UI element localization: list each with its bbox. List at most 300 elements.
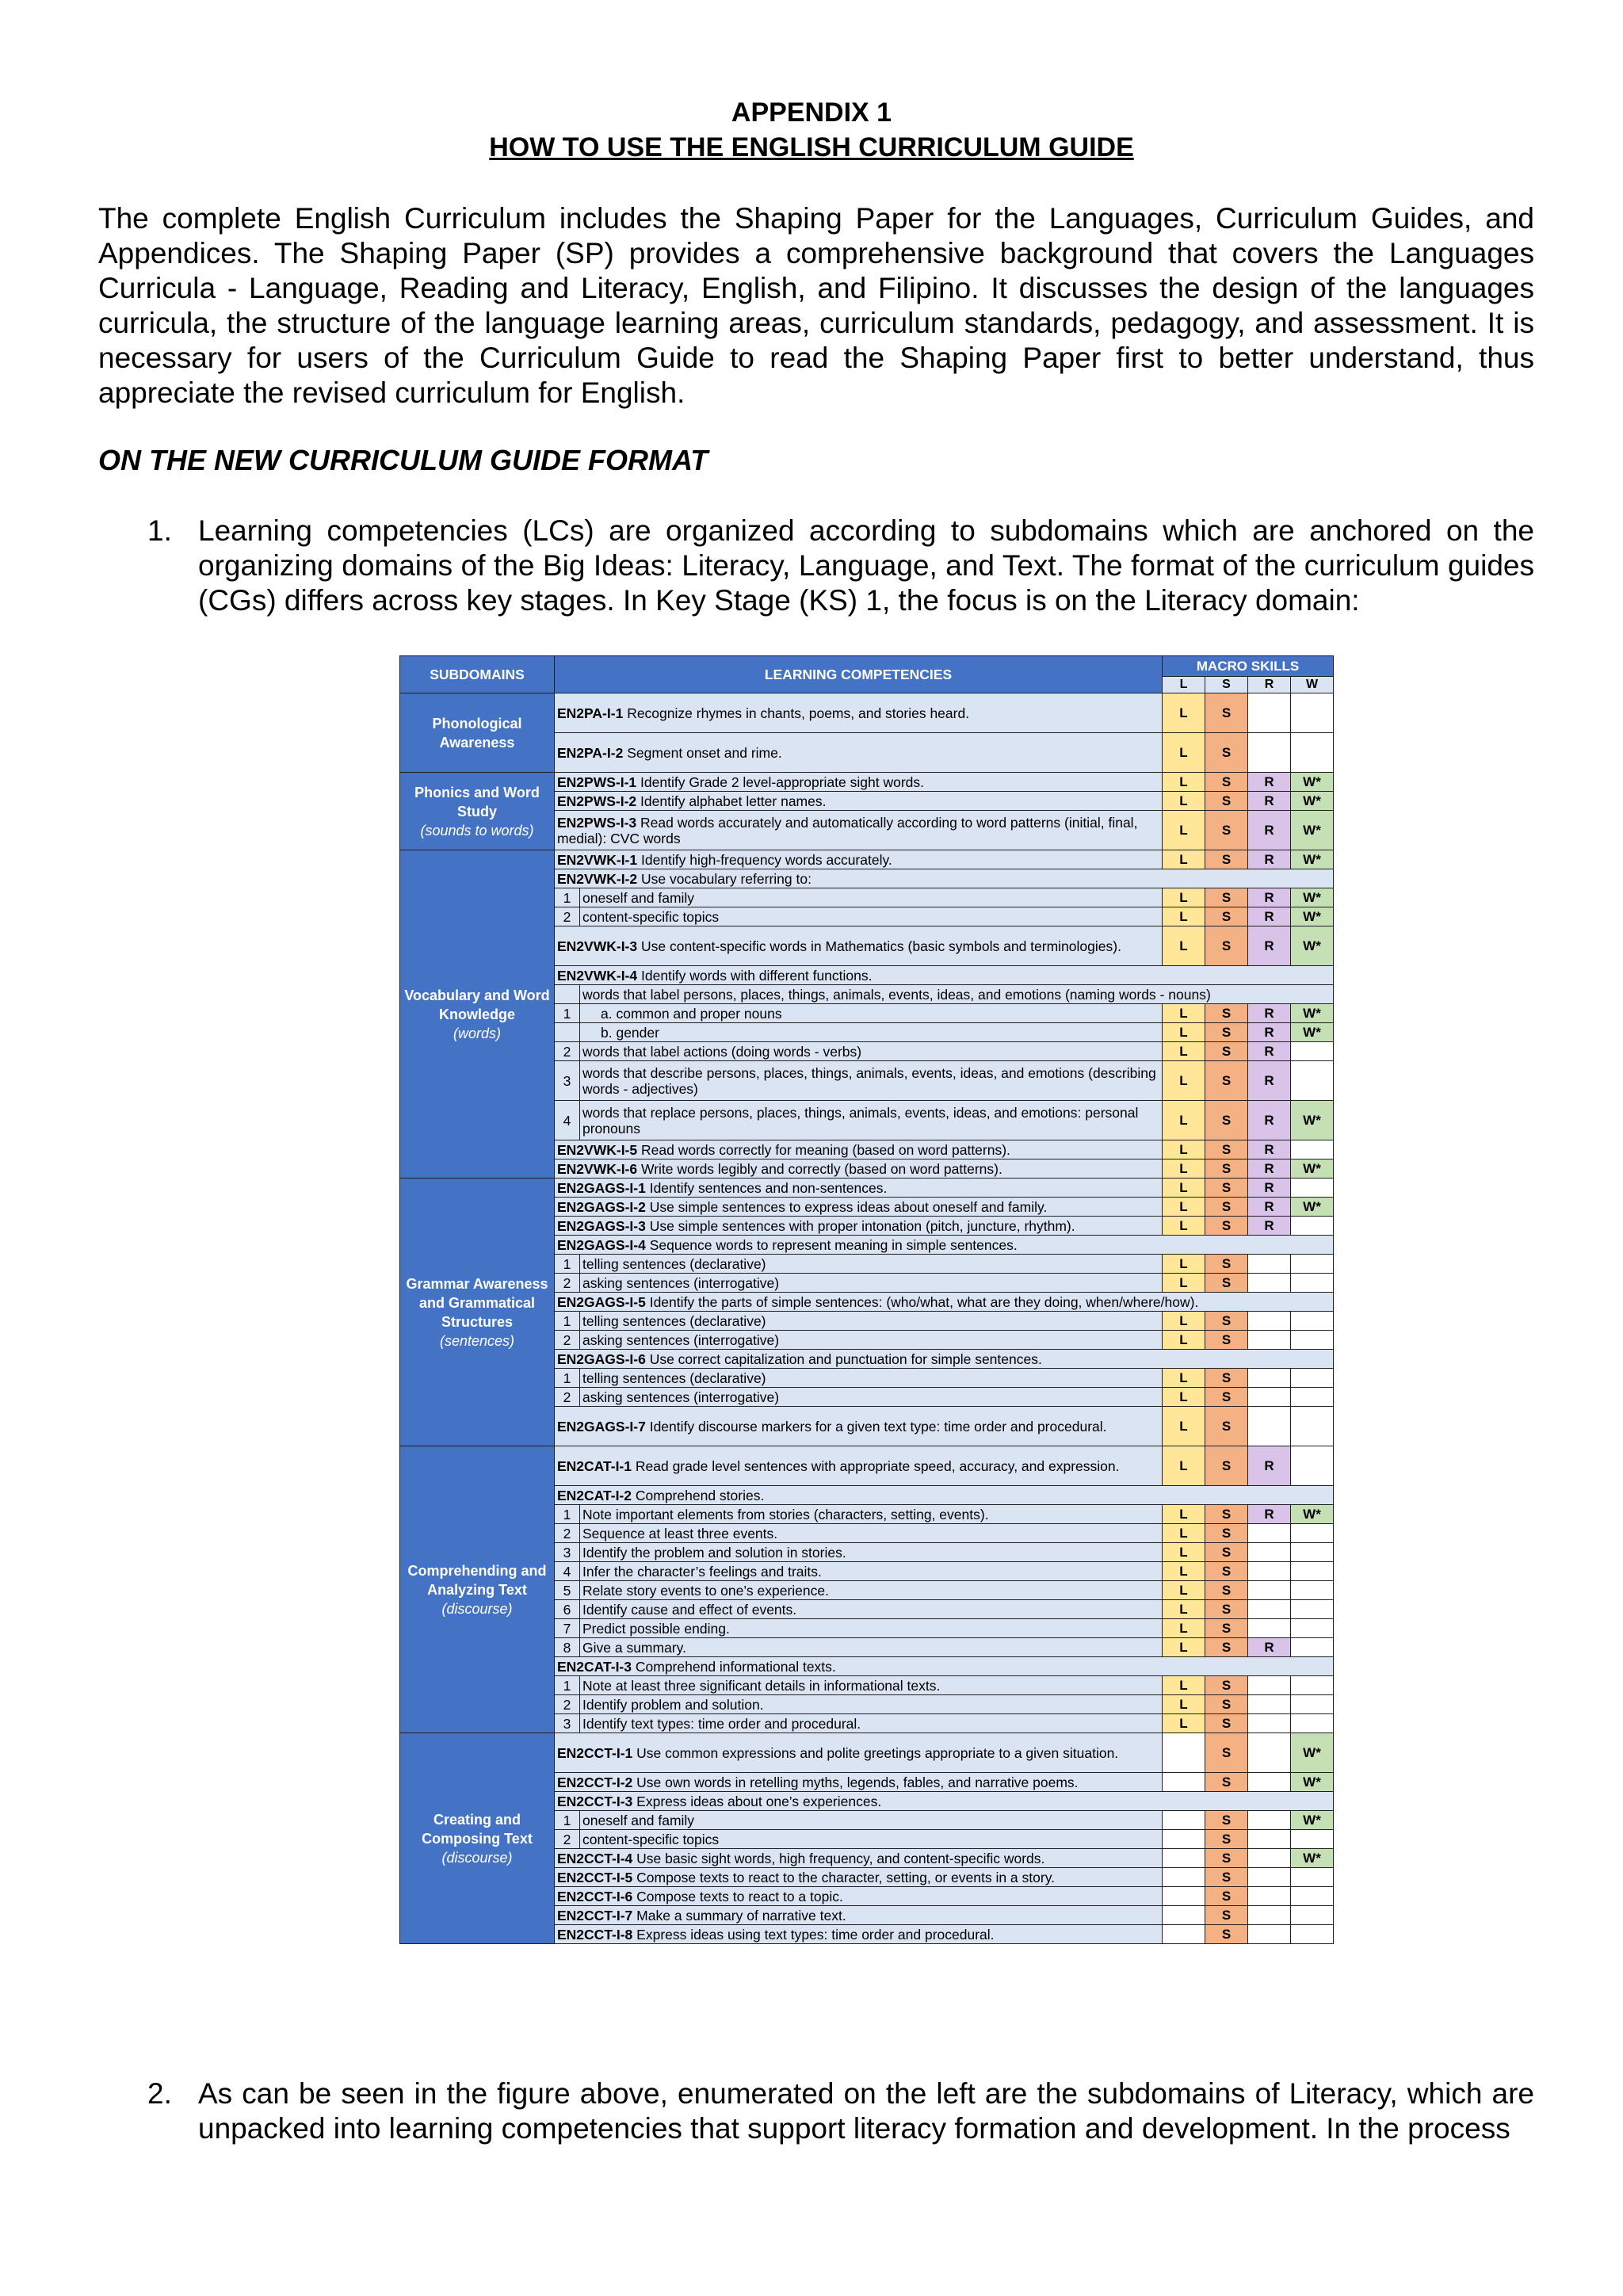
macro-skill-cell: R (1248, 1638, 1291, 1657)
competency-cell (580, 1562, 1163, 1581)
macro-skill-cell: L (1163, 773, 1205, 792)
macro-skill-cell (1248, 1868, 1291, 1887)
competency-cell (580, 1331, 1163, 1350)
competency-cell (580, 1638, 1163, 1657)
macro-skill-cell (1291, 1619, 1334, 1638)
competency-text: Compose texts to react to the character, setting, or events in a story. (636, 1869, 1056, 1885)
competency-cell (580, 1004, 1163, 1023)
competency-cell (580, 1695, 1163, 1714)
appendix-title: APPENDIX 1 (731, 97, 892, 128)
competency-cell (555, 869, 1334, 888)
macro-skill-cell (1291, 1524, 1334, 1543)
macro-skill-cell: L (1163, 926, 1205, 966)
macro-skill-cell: W* (1291, 1811, 1334, 1830)
macro-skill-cell (1291, 1638, 1334, 1657)
macro-skill-cell: S (1205, 773, 1248, 792)
competency-code: EN2CCT-I-2 (557, 1774, 633, 1790)
macro-skill-cell: R (1248, 1505, 1291, 1524)
competency-code: EN2GAGS-I-2 (557, 1198, 646, 1215)
macro-skill-cell: W* (1291, 792, 1334, 811)
macro-skill-cell: S (1205, 1407, 1248, 1446)
curriculum-table-body (400, 693, 1334, 1944)
competency-index: 2 (555, 1042, 580, 1061)
competency-cell (555, 1140, 1163, 1159)
macro-skill-cell (1291, 1868, 1334, 1887)
table-row (400, 693, 1334, 733)
competency-text: Identify alphabet letter names. (640, 793, 827, 809)
subdomain-note: (discourse) (441, 1600, 513, 1617)
competency-code: EN2VWK-I-3 (557, 938, 638, 954)
macro-skill-cell (1248, 1676, 1291, 1695)
macro-skill-cell: L (1163, 1198, 1205, 1217)
competency-cell (555, 1906, 1163, 1925)
macro-skill-cell (1248, 1369, 1291, 1388)
macro-skill-cell (1291, 733, 1334, 773)
competency-text: Read words correctly for meaning (based on word patterns). (641, 1141, 1010, 1158)
competency-cell (580, 888, 1163, 907)
competency-index: 2 (555, 1274, 580, 1293)
macro-skill-cell (1291, 1061, 1334, 1101)
competency-cell (555, 811, 1163, 850)
macro-skill-cell: S (1205, 1868, 1248, 1887)
competency-text: Identify problem and solution. (582, 1696, 764, 1713)
macro-skill-cell: R (1248, 926, 1291, 966)
list-item-number: 1. (147, 514, 172, 547)
competency-index: 3 (555, 1061, 580, 1101)
macro-skill-cell: L (1163, 1543, 1205, 1562)
skill-label-r: R (1248, 677, 1291, 693)
competency-index: 1 (555, 1312, 580, 1331)
competency-index (555, 985, 580, 1004)
macro-skill-cell: L (1163, 1004, 1205, 1023)
competency-code: EN2CCT-I-3 (557, 1793, 633, 1809)
macro-skill-cell: S (1205, 1562, 1248, 1581)
macro-skill-cell (1163, 1773, 1205, 1792)
competency-index: 3 (555, 1543, 580, 1562)
macro-skill-cell: S (1205, 1159, 1248, 1179)
competency-text: asking sentences (interrogative) (582, 1389, 780, 1405)
competency-text: asking sentences (interrogative) (582, 1331, 780, 1348)
macro-skills-header: MACRO SKILLS (1163, 656, 1334, 677)
competency-text: content-specific topics (582, 908, 720, 925)
competency-cell (580, 1369, 1163, 1388)
competency-text: Use basic sight words, high frequency, and content-specific words. (636, 1850, 1045, 1866)
macro-skill-cell (1291, 1887, 1334, 1906)
competency-index: 4 (555, 1562, 580, 1581)
competency-text: Make a summary of narrative text. (636, 1907, 846, 1924)
macro-skill-cell (1248, 1407, 1291, 1446)
competency-cell (555, 1293, 1334, 1312)
macro-skill-cell (1248, 733, 1291, 773)
macro-skill-cell: S (1205, 1543, 1248, 1562)
macro-skill-cell: S (1205, 1179, 1248, 1198)
macro-skill-cell: S (1205, 1331, 1248, 1350)
macro-skill-cell: S (1205, 1811, 1248, 1830)
competency-cell (580, 1061, 1163, 1101)
macro-skill-cell: R (1248, 1101, 1291, 1140)
macro-skill-cell (1248, 1331, 1291, 1350)
macro-skill-cell: S (1205, 811, 1248, 850)
competency-cell (580, 1255, 1163, 1274)
macro-skill-cell (1291, 1714, 1334, 1733)
competency-text: b. gender (601, 1024, 659, 1041)
macro-skill-cell (1291, 693, 1334, 733)
macro-skill-cell (1163, 1887, 1205, 1906)
macro-skill-cell (1163, 1733, 1205, 1773)
macro-skill-cell: L (1163, 811, 1205, 850)
macro-skill-cell: S (1205, 1600, 1248, 1619)
competency-cell (580, 907, 1163, 926)
macro-skill-cell (1248, 1906, 1291, 1925)
competency-cell (555, 1733, 1163, 1773)
skill-label-s: S (1205, 677, 1248, 693)
macro-skill-cell: L (1163, 693, 1205, 733)
competency-code: EN2CCT-I-1 (557, 1744, 633, 1761)
competency-text: content-specific topics (582, 1831, 720, 1847)
macro-skill-cell: S (1205, 1505, 1248, 1524)
competency-index: 1 (555, 1505, 580, 1524)
competency-text: words that label actions (doing words - verbs) (582, 1043, 862, 1060)
macro-skill-cell: S (1205, 1217, 1248, 1236)
table-row (400, 773, 1334, 792)
competency-text: telling sentences (declarative) (582, 1255, 766, 1272)
competencies-header: LEARNING COMPETENCIES (555, 656, 1163, 693)
competency-text: Identify high-frequency words accurately. (641, 851, 892, 868)
competency-cell (555, 1217, 1163, 1236)
competency-text: Identify the parts of simple sentences: (who/what, what are they doing, when/where/how). (649, 1293, 1199, 1310)
macro-skill-cell (1291, 1407, 1334, 1446)
competency-index: 1 (555, 1255, 580, 1274)
skill-label-w: W (1291, 677, 1334, 693)
competency-code: EN2CCT-I-7 (557, 1907, 633, 1924)
macro-skill-cell: S (1205, 1619, 1248, 1638)
macro-skill-cell: L (1163, 733, 1205, 773)
competency-code: EN2GAGS-I-6 (557, 1350, 646, 1367)
competency-code: EN2VWK-I-6 (557, 1160, 638, 1177)
macro-skill-cell: S (1205, 1255, 1248, 1274)
macro-skill-cell (1163, 1925, 1205, 1944)
competency-index: 6 (555, 1600, 580, 1619)
competency-text: Use vocabulary referring to: (641, 870, 812, 887)
competency-text: Note important elements from stories (characters, setting, events). (582, 1506, 989, 1522)
macro-skill-cell: W* (1291, 1733, 1334, 1773)
competency-cell (555, 1925, 1163, 1944)
macro-skill-cell (1248, 1388, 1291, 1407)
competency-index: 2 (555, 1830, 580, 1849)
competency-cell (555, 1849, 1163, 1868)
competency-cell (555, 1887, 1163, 1906)
macro-skill-cell: L (1163, 1140, 1205, 1159)
competency-cell (580, 1714, 1163, 1733)
competency-text: Identify cause and effect of events. (582, 1601, 797, 1618)
macro-skill-cell: W* (1291, 907, 1334, 926)
competency-cell (555, 1179, 1163, 1198)
macro-skill-cell: S (1205, 1524, 1248, 1543)
competency-text: Use content-specific words in Mathematics (basic symbols and terminologies). (641, 938, 1121, 954)
macro-skill-cell: L (1163, 1714, 1205, 1733)
competency-cell (580, 1101, 1163, 1140)
competency-index: 2 (555, 1695, 580, 1714)
macro-skill-cell (1291, 1042, 1334, 1061)
competency-cell (555, 926, 1163, 966)
competency-cell (555, 1486, 1334, 1505)
macro-skill-cell: L (1163, 1505, 1205, 1524)
macro-skill-cell: R (1248, 1140, 1291, 1159)
competency-text: oneself and family (582, 889, 695, 906)
competency-code: EN2VWK-I-4 (557, 967, 638, 984)
competency-index (555, 1023, 580, 1042)
macro-skill-cell: S (1205, 1061, 1248, 1101)
macro-skill-cell: S (1205, 850, 1248, 869)
competency-text: Give a summary. (582, 1639, 686, 1656)
macro-skill-cell (1291, 1140, 1334, 1159)
macro-skill-cell (1248, 1581, 1291, 1600)
competency-code: EN2CAT-I-1 (557, 1457, 632, 1474)
competency-cell (580, 1581, 1163, 1600)
macro-skill-cell (1291, 1600, 1334, 1619)
competency-code: EN2CAT-I-3 (557, 1658, 632, 1675)
skill-label-l: L (1163, 677, 1205, 693)
competency-text: Read grade level sentences with appropriate speed, accuracy, and expression. (635, 1457, 1120, 1474)
macro-skill-cell (1248, 693, 1291, 733)
subdomain-name: Vocabulary and Word Knowledge (404, 987, 550, 1022)
competency-code: EN2PWS-I-2 (557, 793, 637, 809)
macro-skill-cell: S (1205, 926, 1248, 966)
macro-skill-cell: L (1163, 1061, 1205, 1101)
macro-skill-cell (1248, 1733, 1291, 1773)
macro-skill-cell: L (1163, 1159, 1205, 1179)
competency-code: EN2GAGS-I-3 (557, 1217, 646, 1234)
competency-cell (555, 693, 1163, 733)
competency-text: Use simple sentences with proper intonation (pitch, juncture, rhythm). (649, 1217, 1075, 1234)
macro-skill-cell: R (1248, 1023, 1291, 1042)
macro-skill-cell: W* (1291, 1004, 1334, 1023)
macro-skill-cell: L (1163, 1619, 1205, 1638)
guide-title: HOW TO USE THE ENGLISH CURRICULUM GUIDE (489, 132, 1134, 162)
competency-cell (555, 1792, 1334, 1811)
macro-skill-cell: S (1205, 1198, 1248, 1217)
competency-index: 1 (555, 1369, 580, 1388)
competency-index: 1 (555, 888, 580, 907)
competency-text: Relate story events to one’s experience. (582, 1582, 829, 1599)
competency-code: EN2CCT-I-6 (557, 1888, 633, 1904)
macro-skill-cell (1248, 1619, 1291, 1638)
competency-text: Compose texts to react to a topic. (636, 1888, 843, 1904)
subdomain-note: (discourse) (441, 1849, 513, 1866)
competency-cell (555, 1350, 1334, 1369)
macro-skill-cell: R (1248, 1004, 1291, 1023)
macro-skill-cell: S (1205, 1369, 1248, 1388)
macro-skill-cell: S (1205, 1849, 1248, 1868)
macro-skill-cell: S (1205, 733, 1248, 773)
macro-skill-cell (1291, 1331, 1334, 1350)
competency-code: EN2GAGS-I-5 (557, 1293, 646, 1310)
macro-skill-cell: S (1205, 792, 1248, 811)
competency-text: Identify text types: time order and procedural. (582, 1715, 861, 1732)
macro-skill-cell (1248, 1600, 1291, 1619)
competency-code: EN2CAT-I-2 (557, 1487, 632, 1503)
competency-text: Predict possible ending. (582, 1620, 730, 1637)
subdomain-name: Comprehending and Analyzing Text (407, 1562, 547, 1598)
competency-text: Use simple sentences to express ideas about oneself and family. (649, 1198, 1048, 1215)
macro-skill-cell: L (1163, 1255, 1205, 1274)
competency-text: Use correct capitalization and punctuation for simple sentences. (649, 1350, 1042, 1367)
macro-skill-cell (1291, 1388, 1334, 1407)
macro-skill-cell: L (1163, 1274, 1205, 1293)
macro-skill-cell: S (1205, 1906, 1248, 1925)
competency-cell (555, 1773, 1163, 1792)
macro-skill-cell (1248, 1714, 1291, 1733)
macro-skill-cell: W* (1291, 1198, 1334, 1217)
macro-skill-cell: R (1248, 1198, 1291, 1217)
competency-cell (555, 1446, 1163, 1486)
macro-skill-cell: S (1205, 1887, 1248, 1906)
macro-skill-cell (1248, 1524, 1291, 1543)
macro-skill-cell: L (1163, 1407, 1205, 1446)
macro-skill-cell: S (1205, 1274, 1248, 1293)
macro-skill-cell (1291, 1255, 1334, 1274)
macro-skill-cell: S (1205, 1042, 1248, 1061)
macro-skill-cell (1291, 1695, 1334, 1714)
macro-skill-cell (1248, 1773, 1291, 1792)
intro-paragraph: The complete English Curriculum includes the Shaping Paper for the Languages, Curriculum Guides, and Appendices. The Shaping Paper (SP) provides a comprehensive background that covers the Languages Curricula - Language, Reading and Literacy, English, and Filipino. It discusses the design of the languages curricula, the structure of the language learning areas, curriculum standards, pedagogy, and assessment. It is necessary for users of the Curriculum Guide to read the Shaping Paper first to better understand, thus appreciate the revised curriculum for English. (98, 202, 1534, 409)
macro-skill-cell (1248, 1255, 1291, 1274)
macro-skill-cell: W* (1291, 773, 1334, 792)
macro-skill-cell (1291, 1562, 1334, 1581)
competency-cell (580, 985, 1334, 1004)
macro-skill-cell (1248, 1830, 1291, 1849)
macro-skill-cell (1291, 1369, 1334, 1388)
competency-code: EN2VWK-I-2 (557, 870, 638, 887)
competency-text: Identify discourse markers for a given text type: time order and procedural. (649, 1418, 1107, 1435)
table-row (400, 850, 1334, 869)
macro-skill-cell: S (1205, 1140, 1248, 1159)
competency-index: 2 (555, 907, 580, 926)
macro-skill-cell: L (1163, 1042, 1205, 1061)
macro-skill-cell: L (1163, 1581, 1205, 1600)
competency-code: EN2PA-I-1 (557, 705, 624, 721)
competency-cell (580, 1543, 1163, 1562)
competency-code: EN2CCT-I-4 (557, 1850, 633, 1866)
competency-code: EN2VWK-I-1 (557, 851, 638, 868)
competency-text: a. common and proper nouns (601, 1005, 782, 1022)
macro-skill-cell: L (1163, 1312, 1205, 1331)
macro-skill-cell: L (1163, 1369, 1205, 1388)
macro-skill-cell (1163, 1811, 1205, 1830)
competency-index: 1 (555, 1004, 580, 1023)
macro-skill-cell: L (1163, 1446, 1205, 1486)
macro-skill-cell (1291, 1179, 1334, 1198)
competency-code: EN2GAGS-I-7 (557, 1418, 646, 1435)
macro-skill-cell: W* (1291, 1159, 1334, 1179)
table-row (400, 1446, 1334, 1486)
competency-code: EN2VWK-I-5 (557, 1141, 638, 1158)
macro-skill-cell: S (1205, 1830, 1248, 1849)
competency-cell (555, 1198, 1163, 1217)
competency-cell (555, 966, 1334, 985)
competency-index: 8 (555, 1638, 580, 1657)
competency-code: EN2PA-I-2 (557, 744, 624, 761)
macro-skill-cell: R (1248, 1446, 1291, 1486)
macro-skill-cell (1291, 1906, 1334, 1925)
subdomain-note: (sounds to words) (420, 822, 534, 839)
subdomain-name: Phonics and Word Study (414, 784, 540, 819)
competency-text: Identify Grade 2 level-appropriate sight words. (640, 774, 924, 790)
macro-skill-cell (1291, 1274, 1334, 1293)
competency-cell (580, 1023, 1163, 1042)
macro-skill-cell: S (1205, 1714, 1248, 1733)
macro-skill-cell: S (1205, 1925, 1248, 1944)
competency-index: 1 (555, 1676, 580, 1695)
macro-skill-cell (1163, 1830, 1205, 1849)
macro-skill-cell: S (1205, 1312, 1248, 1331)
competency-cell (555, 1159, 1163, 1179)
macro-skill-cell (1291, 1581, 1334, 1600)
macro-skill-cell (1248, 1925, 1291, 1944)
competency-text: Read words accurately and automatically according to word patterns (initial, final, medial): CVC words (557, 814, 1138, 846)
competency-cell (555, 792, 1163, 811)
competency-text: Sequence at least three events. (582, 1525, 778, 1541)
macro-skill-cell: S (1205, 1388, 1248, 1407)
competency-cell (580, 1388, 1163, 1407)
competency-index: 7 (555, 1619, 580, 1638)
competency-cell (580, 1274, 1163, 1293)
macro-skill-cell: R (1248, 1061, 1291, 1101)
macro-skill-cell: S (1205, 1004, 1248, 1023)
macro-skill-cell: L (1163, 850, 1205, 869)
competency-text: oneself and family (582, 1812, 695, 1828)
macro-skill-cell: L (1163, 1638, 1205, 1657)
macro-skill-cell: L (1163, 1524, 1205, 1543)
macro-skill-cell: L (1163, 1023, 1205, 1042)
competency-index: 2 (555, 1524, 580, 1543)
competency-text: Express ideas using text types: time order and procedural. (636, 1926, 995, 1943)
macro-skill-cell: L (1163, 888, 1205, 907)
macro-skill-cell: R (1248, 1042, 1291, 1061)
competency-text: Identify the problem and solution in stories. (582, 1544, 846, 1561)
competency-index: 4 (555, 1101, 580, 1140)
competency-cell (555, 1868, 1163, 1887)
list-item-number: 2. (147, 2077, 172, 2110)
macro-skill-cell: L (1163, 1676, 1205, 1695)
macro-skill-cell: S (1205, 1638, 1248, 1657)
macro-skill-cell (1248, 1543, 1291, 1562)
competency-code: EN2CCT-I-5 (557, 1869, 633, 1885)
macro-skill-cell: S (1205, 1773, 1248, 1792)
competency-index: 3 (555, 1714, 580, 1733)
subdomain-note: (sentences) (439, 1332, 515, 1349)
macro-skill-cell (1163, 1849, 1205, 1868)
macro-skill-cell: L (1163, 1695, 1205, 1714)
subdomain-cell (400, 773, 555, 850)
macro-skill-cell: W* (1291, 1505, 1334, 1524)
subdomain-note: (words) (453, 1025, 501, 1041)
competency-code: EN2CCT-I-8 (557, 1926, 633, 1943)
competency-text: Identify words with different functions. (641, 967, 873, 984)
subdomain-cell (400, 693, 555, 773)
macro-skill-cell: L (1163, 907, 1205, 926)
competency-text: Sequence words to represent meaning in simple sentences. (649, 1236, 1018, 1253)
competency-cell (555, 733, 1163, 773)
competency-text: telling sentences (declarative) (582, 1370, 766, 1386)
competency-cell (580, 1811, 1163, 1830)
competency-text: Use common expressions and polite greetings appropriate to a given situation. (636, 1744, 1119, 1761)
macro-skill-cell: L (1163, 792, 1205, 811)
macro-skill-cell (1163, 1906, 1205, 1925)
macro-skill-cell: W* (1291, 1101, 1334, 1140)
competency-cell (580, 1505, 1163, 1524)
competency-text: Use own words in retelling myths, legends, fables, and narrative poems. (636, 1774, 1079, 1790)
